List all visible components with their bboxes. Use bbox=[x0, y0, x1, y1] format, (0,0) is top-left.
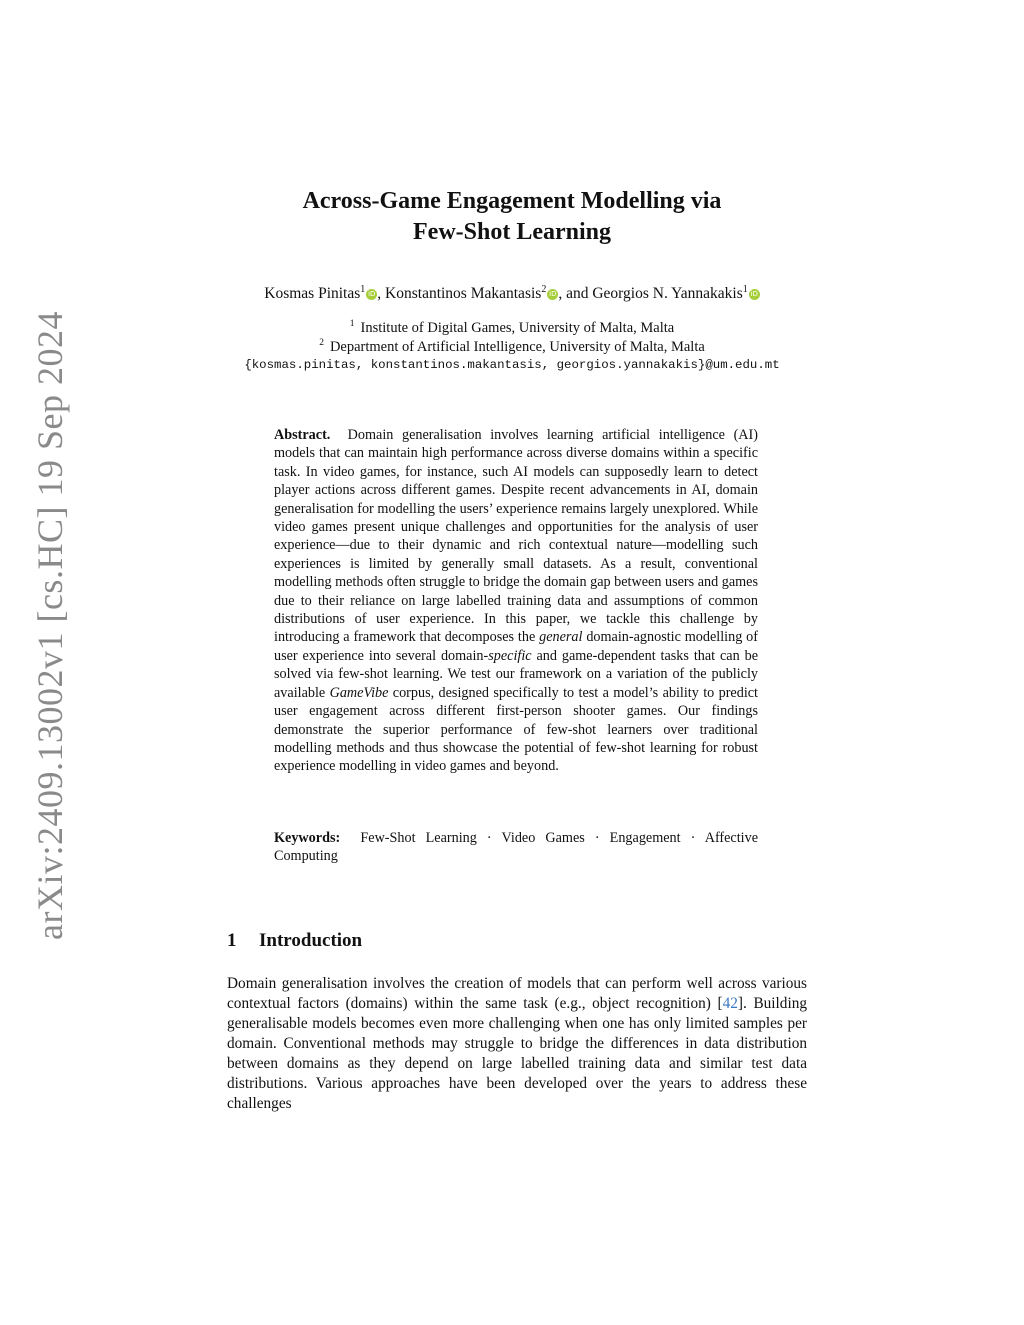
title-line-1: Across-Game Engagement Modelling via bbox=[302, 188, 722, 214]
orcid-icon[interactable]: iD bbox=[368, 290, 376, 299]
author-emails: {kosmas.pinitas, konstantinos.makantasis, georgios.yannakakis}@um.edu.mt bbox=[244, 358, 780, 372]
affiliation-2 bbox=[140, 338, 884, 356]
intro-text: ]. Building generalisable models becomes even more challenging when one has only limited samples per domain. Conventional methods may struggle to bridge the differences in data distribution between domains as they depend on large labelled training data and similar test data distributions. Various approaches have been developed over the years to address these challenges bbox=[227, 995, 807, 1112]
abstract-text: corpus, designed specifically to test a model’s ability to predict user engagement across different first-person shooter games. Our findings demonstrate the superior performance of few-shot learners over traditional modelling methods and thus showcase the potential of few-shot learning for robust experience modelling in video games and beyond. bbox=[274, 684, 758, 775]
abstract-label: Abstract. bbox=[274, 427, 331, 443]
abstract-text: domain-agnostic modelling of user experience into several domain- bbox=[274, 629, 758, 664]
abstract-emphasis: specific bbox=[488, 647, 532, 664]
author-name: Kosmas Pinitas bbox=[264, 285, 361, 303]
affiliation-number: 1 bbox=[349, 319, 355, 329]
affiliation-number: 2 bbox=[319, 338, 324, 348]
citation-link[interactable]: 42 bbox=[722, 995, 738, 1012]
paper-title bbox=[160, 186, 864, 248]
title-line-2: Few-Shot Learning bbox=[413, 219, 611, 245]
section-title: Introduction bbox=[259, 930, 363, 951]
author-name: Georgios N. Yannakakis bbox=[592, 285, 743, 303]
author-name: Konstantinos Makantasis bbox=[385, 285, 542, 303]
keywords-label: Keywords: bbox=[274, 830, 341, 846]
section-number: 1 bbox=[227, 930, 237, 951]
intro-paragraph bbox=[227, 974, 807, 1114]
arxiv-identifier: arXiv:2409.13002v1 [cs.HC] 19 Sep 2024 bbox=[30, 311, 70, 940]
affiliation-text: Department of Artificial Intelligence, University of Malta, Malta bbox=[329, 338, 705, 355]
abstract-emphasis: GameVibe bbox=[329, 684, 389, 701]
author-affiliation-mark: 2 bbox=[541, 284, 547, 295]
author-separator: , and bbox=[558, 285, 593, 303]
affiliation-text: Institute of Digital Games, University of Malta, Malta bbox=[360, 319, 675, 336]
keywords-text: Few-Shot Learning · Video Games · Engagement · Affective Computing bbox=[274, 830, 759, 865]
abstract bbox=[274, 426, 758, 776]
orcid-icon[interactable]: iD bbox=[750, 290, 758, 299]
abstract-text: Domain generalisation involves learning artificial intelligence (AI) models that can maintain high performance across diverse domains within a specific task. In video games, for instance, such AI models can supposedly learn to detect player actions across different games. Despite recent advancements in AI, domain generalisation for modelling the users’ experience remains largely unexplored. While video games present unique challenges and opportunities for the analysis of user experience—due to their dynamic and rich contextual nature—modelling such experiences is limited by generally small datasets. As a result, conventional modelling methods often struggle to bridge the domain gap between users and games due to their reliance on large labelled training data and assumptions of common distributions of user experience. In this paper, we tackle this challenge by introducing a framework that decomposes the bbox=[274, 427, 758, 646]
author-list bbox=[140, 284, 884, 303]
author-separator: , bbox=[377, 285, 386, 303]
abstract-text: and game-dependent tasks that can be solved via few-shot learning. We test our framework on a variation of the publicly available bbox=[274, 647, 758, 701]
orcid-icon[interactable]: iD bbox=[549, 290, 557, 299]
intro-text: Domain generalisation involves the creation of models that can perform well across various contextual factors (domains) within the same task (e.g., object recognition) [ bbox=[227, 975, 807, 1012]
keywords bbox=[274, 829, 758, 866]
author-affiliation-mark: 1 bbox=[742, 284, 748, 295]
author-affiliation-mark: 1 bbox=[360, 284, 366, 295]
abstract-emphasis: general bbox=[539, 629, 583, 646]
affiliation-1 bbox=[140, 319, 884, 337]
section-heading bbox=[227, 930, 807, 952]
